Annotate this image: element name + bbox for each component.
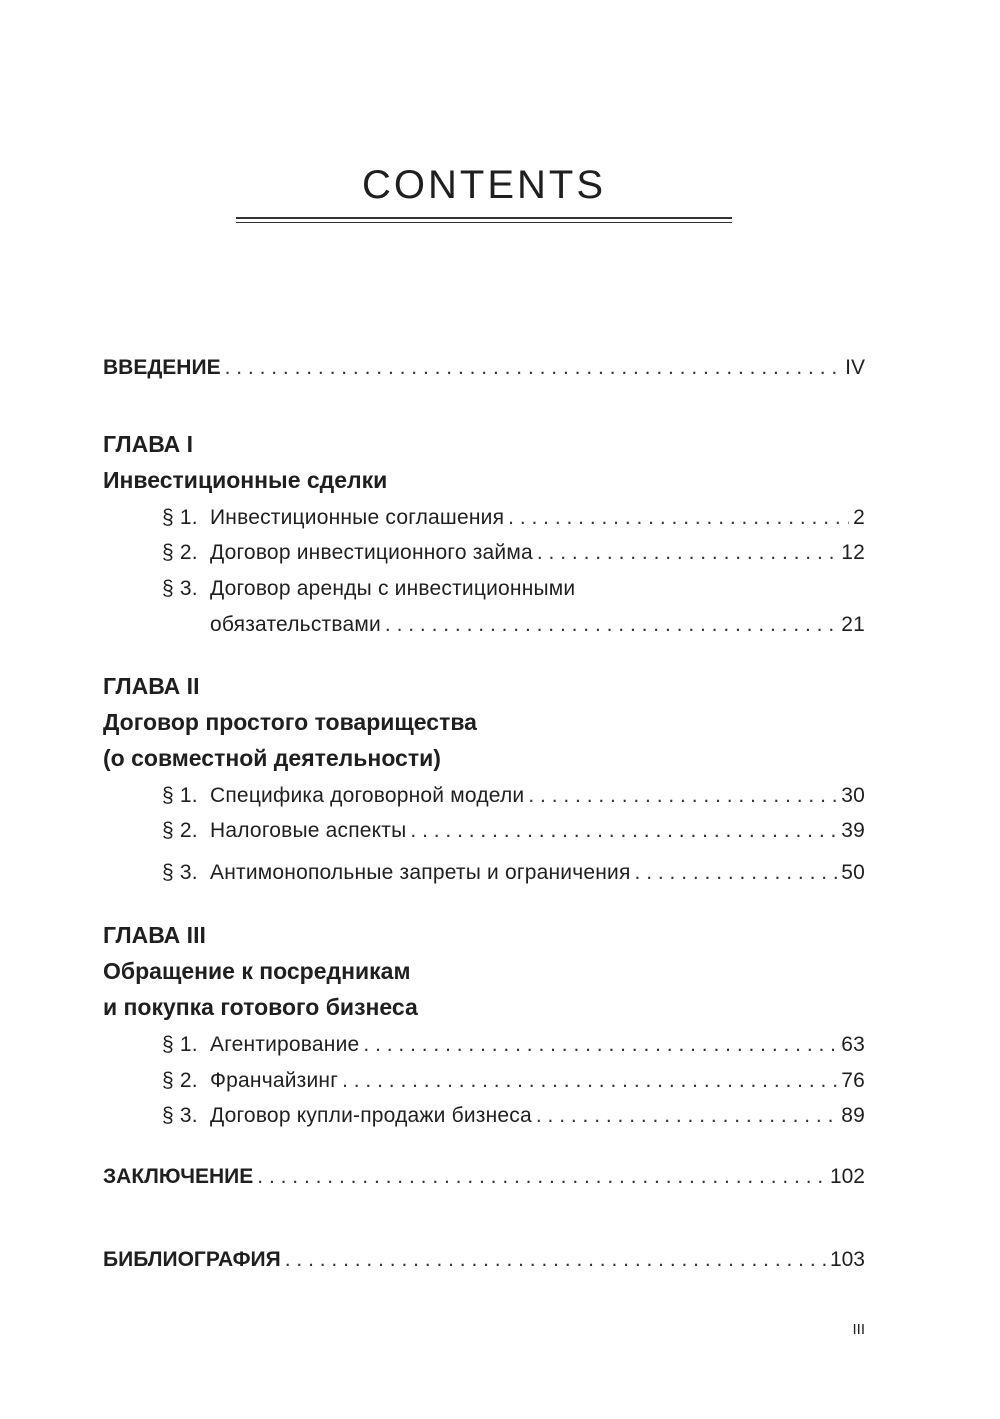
section-number: § 3. [162,577,198,600]
toc-entry-section-continuation[interactable] [162,610,865,640]
dot-leader [537,538,837,568]
dot-leader [257,1162,826,1192]
toc-page-number: 76 [841,1069,865,1092]
toc-entry-section[interactable] [162,1066,865,1096]
dot-leader [508,503,849,533]
section-number: § 1. [162,506,198,529]
toc-entry-section[interactable] [162,781,865,811]
toc-entry-label: Специфика договорной модели [210,784,525,807]
chapter-title: Обращение к посредникам [103,958,411,984]
title-rule [236,217,732,219]
toc-entry-label: БИБЛИОГРАФИЯ [103,1248,281,1271]
chapter-title: (о совместной деятельности) [103,745,441,771]
toc-entry-label: Договор аренды с инвестиционными [210,577,576,600]
toc-entry-section[interactable] [162,503,865,533]
toc-entry-section[interactable] [162,858,865,888]
dot-leader [410,816,837,846]
section-number: § 2. [162,819,198,842]
toc-page-number: 39 [841,819,865,842]
toc-entry-label: Франчайзинг [210,1069,339,1092]
toc-entry-label: ВВЕДЕНИЕ [103,356,221,379]
toc-page-number: 30 [841,784,865,807]
chapter-heading: ГЛАВА II [103,673,200,699]
chapter-heading: ГЛАВА I [103,431,194,457]
section-number: § 3. [162,861,198,884]
title-rule-thin [236,222,732,223]
toc-entry-section[interactable] [162,538,865,568]
toc-entry-label: Договор инвестиционного займа [210,541,533,564]
section-number: § 3. [162,1104,198,1127]
dot-leader [528,781,837,811]
dot-leader [363,1030,837,1060]
toc-page-number: IV [845,356,865,379]
toc-entry-section-first-line[interactable] [162,574,865,604]
toc-page-number: 12 [841,541,865,564]
toc-entry-section[interactable] [162,1101,865,1131]
section-number: § 2. [162,1069,198,1092]
toc-entry-label: Договор купли-продажи бизнеса [210,1104,532,1127]
toc-page-number: 103 [829,1248,865,1271]
toc-entry-section[interactable] [162,816,865,846]
toc-entry-conclusion[interactable] [103,1162,865,1192]
page-number: III [852,1321,865,1338]
toc-page-number: 21 [841,613,865,636]
toc-page-number: 2 [853,506,865,529]
toc-page-number: 102 [829,1165,865,1188]
toc-entry-label: Налоговые аспекты [210,819,407,842]
section-number: § 2. [162,541,198,564]
dot-leader [635,858,838,888]
toc-entry-section[interactable] [162,1030,865,1060]
toc-page-number: 63 [841,1033,865,1056]
toc-entry-label: Антимонопольные запреты и ограничения [210,861,631,884]
dot-leader [342,1066,837,1096]
section-number: § 1. [162,784,198,807]
toc-entry-label: Агентирование [210,1033,360,1056]
toc-entry-label: Инвестиционные соглашения [210,506,505,529]
chapter-title: Инвестиционные сделки [103,467,388,493]
toc-entry-intro[interactable] [103,353,865,383]
toc-entry-label: обязательствами [210,613,381,636]
toc-page-number: 89 [841,1104,865,1127]
dot-leader [536,1101,837,1131]
section-number: § 1. [162,1033,198,1056]
dot-leader [225,353,842,383]
toc-entry-label: ЗАКЛЮЧЕНИЕ [103,1165,254,1188]
dot-leader [385,610,837,640]
page-title: CONTENTS [362,163,606,207]
chapter-title: и покупка готового бизнеса [103,994,418,1020]
toc-entry-bibliography[interactable] [103,1245,865,1275]
toc-page-number: 50 [841,861,865,884]
chapter-title: Договор простого товарищества [103,709,477,735]
chapter-heading: ГЛАВА III [103,922,206,948]
dot-leader [285,1245,826,1275]
